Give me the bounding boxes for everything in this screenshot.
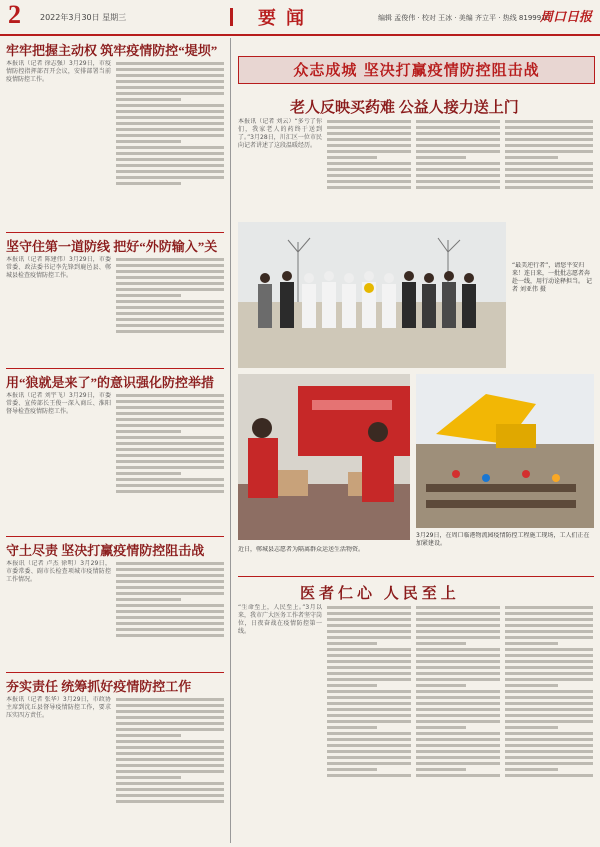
text-line-placeholder (116, 698, 224, 701)
text-line-placeholder (505, 744, 593, 747)
story2-col-d (505, 604, 593, 842)
left-article-2-lead: 本报讯（记者 陈建伟）3月29日，市委常委、政法委书记李先锋到鹿邑县、郸城县检查疫情防控工作。 (6, 256, 111, 279)
newspaper-logo: 周口日报 (540, 9, 593, 24)
section-marker (230, 8, 233, 26)
text-line-placeholder (327, 168, 411, 171)
text-line-placeholder (416, 678, 500, 681)
text-line-placeholder (505, 162, 593, 165)
text-line-placeholder (416, 156, 466, 159)
text-line-placeholder (416, 168, 500, 171)
text-line-placeholder (116, 122, 224, 125)
text-line-placeholder (327, 156, 377, 159)
text-line-placeholder (116, 746, 224, 749)
story2-headline: 医者仁心 人民至上 (300, 586, 460, 602)
text-line-placeholder (116, 80, 224, 83)
text-line-placeholder (327, 618, 411, 621)
text-line-placeholder (116, 628, 224, 631)
text-line-placeholder (116, 258, 224, 261)
text-line-placeholder (505, 672, 593, 675)
text-line-placeholder (505, 714, 593, 717)
text-line-placeholder (116, 424, 224, 427)
text-line-placeholder (116, 394, 224, 397)
text-line-placeholder (116, 604, 224, 607)
text-line-placeholder (327, 126, 411, 129)
text-line-placeholder (327, 624, 411, 627)
text-line-placeholder (116, 312, 224, 315)
text-line-placeholder (116, 734, 181, 737)
text-line-placeholder (416, 732, 500, 735)
text-line-placeholder (505, 720, 593, 723)
text-line-placeholder (116, 176, 224, 179)
text-line-placeholder (116, 598, 181, 601)
text-line-placeholder (116, 294, 181, 297)
volunteers-photo-credit: 记者 刘亚伟 摄 (512, 278, 592, 293)
left-article-1-col-b (116, 60, 224, 230)
left-article-2-col-a (6, 256, 111, 364)
text-line-placeholder (116, 306, 224, 309)
text-line-placeholder (116, 770, 224, 773)
community-photo-caption (238, 546, 410, 572)
text-line-placeholder (505, 180, 593, 183)
text-line-placeholder (116, 182, 181, 185)
text-line-placeholder (116, 264, 224, 267)
volunteers-group-photo (238, 222, 506, 368)
text-line-placeholder (505, 150, 593, 153)
text-line-placeholder (116, 562, 224, 565)
rule (6, 536, 224, 537)
section-title: 要闻 (258, 8, 314, 29)
text-line-placeholder (505, 690, 593, 693)
text-line-placeholder (327, 186, 411, 189)
text-line-placeholder (505, 120, 593, 123)
text-line-placeholder (505, 702, 593, 705)
left-article-5-col-b (116, 696, 224, 841)
text-line-placeholder (327, 738, 411, 741)
text-line-placeholder (416, 642, 466, 645)
feature-banner-text: 众志成城 坚决打赢疫情防控阻击战 (293, 61, 540, 79)
text-line-placeholder (416, 624, 500, 627)
text-line-placeholder (505, 156, 558, 159)
text-line-placeholder (505, 696, 593, 699)
text-line-placeholder (327, 606, 411, 609)
text-line-placeholder (116, 270, 224, 273)
text-line-placeholder (416, 696, 500, 699)
text-line-placeholder (327, 174, 411, 177)
text-line-placeholder (416, 648, 500, 651)
text-line-placeholder (505, 636, 593, 639)
text-line-placeholder (116, 406, 224, 409)
text-line-placeholder (416, 144, 500, 147)
text-line-placeholder (116, 704, 224, 707)
text-line-placeholder (505, 684, 558, 687)
text-line-placeholder (416, 132, 500, 135)
left-article-3-col-a (6, 392, 111, 532)
text-line-placeholder (505, 642, 558, 645)
text-line-placeholder (116, 116, 224, 119)
text-line-placeholder (505, 678, 593, 681)
text-line-placeholder (416, 630, 500, 633)
text-line-placeholder (416, 774, 500, 777)
feature-banner (238, 56, 595, 84)
text-line-placeholder (116, 728, 224, 731)
issue-date: 2022年3月30日 星期三 (40, 13, 127, 22)
community-photo-caption-text: 近日，郸城县志愿者为隔离群众运送生活物资。 (238, 546, 365, 553)
text-line-placeholder (116, 412, 224, 415)
text-line-placeholder (116, 400, 224, 403)
text-line-placeholder (416, 714, 500, 717)
construction-photo-caption (416, 532, 594, 566)
text-line-placeholder (327, 726, 377, 729)
text-line-placeholder (416, 120, 500, 123)
rule (238, 576, 594, 577)
text-line-placeholder (505, 144, 593, 147)
text-line-placeholder (505, 168, 593, 171)
left-headline-2: 坚守住第一道防线 把好“外防输入”关 (6, 239, 218, 254)
text-line-placeholder (116, 788, 224, 791)
text-line-placeholder (416, 174, 500, 177)
text-line-placeholder (416, 708, 500, 711)
text-line-placeholder (505, 624, 593, 627)
text-line-placeholder (116, 170, 224, 173)
text-line-placeholder (505, 708, 593, 711)
text-line-placeholder (416, 738, 500, 741)
text-line-placeholder (416, 690, 500, 693)
text-line-placeholder (116, 776, 181, 779)
text-line-placeholder (116, 436, 224, 439)
text-line-placeholder (505, 618, 593, 621)
text-line-placeholder (116, 158, 224, 161)
text-line-placeholder (116, 782, 224, 785)
text-line-placeholder (416, 612, 500, 615)
text-line-placeholder (505, 630, 593, 633)
text-line-placeholder (116, 484, 224, 487)
rule (6, 232, 224, 233)
text-line-placeholder (505, 612, 593, 615)
text-line-placeholder (416, 654, 500, 657)
text-line-placeholder (116, 282, 224, 285)
text-line-placeholder (327, 756, 411, 759)
text-line-placeholder (416, 720, 500, 723)
text-line-placeholder (116, 758, 224, 761)
text-line-placeholder (416, 150, 500, 153)
text-line-placeholder (505, 126, 593, 129)
text-line-placeholder (416, 702, 500, 705)
text-line-placeholder (416, 126, 500, 129)
text-line-placeholder (416, 660, 500, 663)
text-line-placeholder (116, 442, 224, 445)
text-line-placeholder (327, 708, 411, 711)
text-line-placeholder (116, 86, 224, 89)
left-article-4-col-b (116, 560, 224, 668)
text-line-placeholder (505, 654, 593, 657)
story1-col-c (416, 118, 500, 218)
text-line-placeholder (416, 750, 500, 753)
text-line-placeholder (116, 104, 224, 107)
page-number: 2 (8, 0, 21, 29)
text-line-placeholder (116, 460, 224, 463)
text-line-placeholder (116, 98, 181, 101)
rule (6, 368, 224, 369)
text-line-placeholder (116, 716, 224, 719)
text-line-placeholder (505, 774, 593, 777)
text-line-placeholder (116, 764, 224, 767)
left-article-3-col-b (116, 392, 224, 532)
text-line-placeholder (327, 774, 411, 777)
text-line-placeholder (116, 466, 224, 469)
text-line-placeholder (416, 672, 500, 675)
story1-col-b (327, 118, 411, 218)
left-headline-3: 用“狼就是来了”的意识强化防控举措 (6, 375, 215, 390)
text-line-placeholder (416, 768, 466, 771)
text-line-placeholder (116, 574, 224, 577)
text-line-placeholder (416, 726, 466, 729)
text-line-placeholder (116, 740, 224, 743)
text-line-placeholder (116, 622, 224, 625)
text-line-placeholder (116, 146, 224, 149)
text-line-placeholder (116, 580, 224, 583)
volunteers-photo-caption (512, 262, 594, 362)
text-line-placeholder (116, 324, 224, 327)
text-line-placeholder (505, 726, 558, 729)
text-line-placeholder (505, 660, 593, 663)
text-line-placeholder (116, 568, 224, 571)
left-article-4-col-a (6, 560, 111, 668)
text-line-placeholder (327, 162, 411, 165)
left-article-3-lead: 本报讯（记者 刘宇飞）3月29日，市委常委、宣传部长王俊一深入商丘、淮阳督导检查疫情防控工作。 (6, 392, 111, 415)
text-line-placeholder (327, 144, 411, 147)
text-line-placeholder (327, 132, 411, 135)
text-line-placeholder (116, 800, 224, 803)
text-line-placeholder (116, 472, 181, 475)
text-line-placeholder (505, 174, 593, 177)
text-line-placeholder (327, 150, 411, 153)
text-line-placeholder (327, 690, 411, 693)
text-line-placeholder (505, 756, 593, 759)
text-line-placeholder (116, 62, 224, 65)
text-line-placeholder (327, 714, 411, 717)
text-line-placeholder (327, 702, 411, 705)
text-line-placeholder (416, 138, 500, 141)
text-line-placeholder (327, 750, 411, 753)
text-line-placeholder (505, 186, 593, 189)
text-line-placeholder (116, 330, 224, 333)
construction-photo-image (416, 374, 594, 528)
text-line-placeholder (116, 68, 224, 71)
text-line-placeholder (116, 722, 224, 725)
story1-lead: 本报讯（记者 刘云）“多亏了你们，我家老人的药终于送到了。”3月28日，川汇区一位市民向记者讲述了这段温暖经历。 (238, 118, 322, 149)
text-line-placeholder (327, 672, 411, 675)
text-line-placeholder (116, 634, 224, 637)
left-article-5-col-a (6, 696, 111, 841)
text-line-placeholder (327, 762, 411, 765)
text-line-placeholder (327, 630, 411, 633)
editor-meta: 编辑 孟俊伟 · 校对 王冰 · 美编 齐立平 · 热线 8199916 (378, 14, 551, 22)
text-line-placeholder (116, 134, 224, 137)
text-line-placeholder (116, 430, 181, 433)
text-line-placeholder (116, 448, 224, 451)
text-line-placeholder (116, 128, 224, 131)
text-line-placeholder (116, 752, 224, 755)
text-line-placeholder (327, 180, 411, 183)
text-line-placeholder (416, 636, 500, 639)
text-line-placeholder (327, 120, 411, 123)
text-line-placeholder (327, 660, 411, 663)
construction-site-photo (416, 374, 594, 528)
text-line-placeholder (416, 606, 500, 609)
text-line-placeholder (416, 186, 500, 189)
text-line-placeholder (505, 666, 593, 669)
text-line-placeholder (116, 74, 224, 77)
volunteers-photo-image (238, 222, 506, 368)
text-line-placeholder (327, 696, 411, 699)
volunteers-photo-caption-text: “最美逆行者”，请您平安归来！连日来，一批批志愿者奔赴一线，用行动诠释担当。 (512, 262, 591, 285)
text-line-placeholder (505, 762, 593, 765)
text-line-placeholder (416, 162, 500, 165)
construction-photo-caption-text: 3月29日，在周口临港物流园疫情防控工程施工现场，工人们正在加紧建设。 (416, 532, 590, 547)
community-photo-image (238, 374, 410, 540)
text-line-placeholder (327, 720, 411, 723)
text-line-placeholder (327, 636, 411, 639)
text-line-placeholder (327, 684, 377, 687)
left-article-1-col-a (6, 60, 111, 230)
story2-col-a (238, 604, 322, 842)
text-line-placeholder (116, 586, 224, 589)
text-line-placeholder (327, 654, 411, 657)
text-line-placeholder (327, 642, 377, 645)
text-line-placeholder (116, 490, 224, 493)
story2-lead: “生命至上，人民至上。”3月以来，我市广大医务工作者坚守岗位，日夜奋战在疫情防控第一线。 (238, 604, 322, 635)
text-line-placeholder (116, 288, 224, 291)
text-line-placeholder (116, 616, 224, 619)
text-line-placeholder (327, 666, 411, 669)
column-divider (230, 38, 231, 843)
text-line-placeholder (505, 648, 593, 651)
story2-col-c (416, 604, 500, 842)
text-line-placeholder (416, 762, 500, 765)
text-line-placeholder (116, 478, 224, 481)
text-line-placeholder (505, 132, 593, 135)
left-article-5-lead: 本报讯（记者 张华）3月29日，市政协主席到沈丘县督导疫情防控工作，要求压实四方责任。 (6, 696, 111, 719)
text-line-placeholder (505, 750, 593, 753)
text-line-placeholder (116, 318, 224, 321)
left-article-2-col-b (116, 256, 224, 364)
text-line-placeholder (327, 678, 411, 681)
text-line-placeholder (505, 606, 593, 609)
text-line-placeholder (327, 732, 411, 735)
text-line-placeholder (116, 418, 224, 421)
rule (6, 672, 224, 673)
text-line-placeholder (116, 276, 224, 279)
text-line-placeholder (116, 794, 224, 797)
text-line-placeholder (327, 612, 411, 615)
text-line-placeholder (416, 684, 466, 687)
text-line-placeholder (327, 744, 411, 747)
text-line-placeholder (327, 648, 411, 651)
text-line-placeholder (116, 140, 181, 143)
left-article-1-lead: 本报讯（记者 徐志强）3月29日，市疫情防控指挥部召开会议，安排部署当前疫情防控工作。 (6, 60, 111, 83)
text-line-placeholder (116, 110, 224, 113)
left-headline-4: 守土尽责 坚决打赢疫情防控阻击战 (6, 543, 205, 558)
text-line-placeholder (505, 738, 593, 741)
text-line-placeholder (416, 618, 500, 621)
story1-col-d (505, 118, 593, 218)
text-line-placeholder (505, 768, 558, 771)
text-line-placeholder (416, 744, 500, 747)
text-line-placeholder (116, 610, 224, 613)
text-line-placeholder (116, 152, 224, 155)
community-volunteers-photo (238, 374, 410, 540)
story1-headline: 老人反映买药难 公益人接力送上门 (290, 100, 519, 116)
text-line-placeholder (505, 732, 593, 735)
text-line-placeholder (116, 92, 224, 95)
text-line-placeholder (416, 180, 500, 183)
text-line-placeholder (116, 164, 224, 167)
text-line-placeholder (416, 666, 500, 669)
text-line-placeholder (327, 768, 377, 771)
text-line-placeholder (505, 138, 593, 141)
text-line-placeholder (116, 710, 224, 713)
text-line-placeholder (116, 300, 224, 303)
text-line-placeholder (416, 756, 500, 759)
left-headline-1: 牢牢把握主动权 筑牢疫情防控“堤坝” (6, 43, 218, 58)
text-line-placeholder (116, 454, 224, 457)
text-line-placeholder (116, 592, 224, 595)
left-article-4-lead: 本报讯（记者 卢杰 徐明）3月29日，市委常委、副市长检查项城市疫情防控工作情况。 (6, 560, 111, 583)
left-headline-5: 夯实责任 统筹抓好疫情防控工作 (6, 679, 192, 694)
text-line-placeholder (327, 138, 411, 141)
story2-col-b (327, 604, 411, 842)
story1-col-a (238, 118, 322, 218)
